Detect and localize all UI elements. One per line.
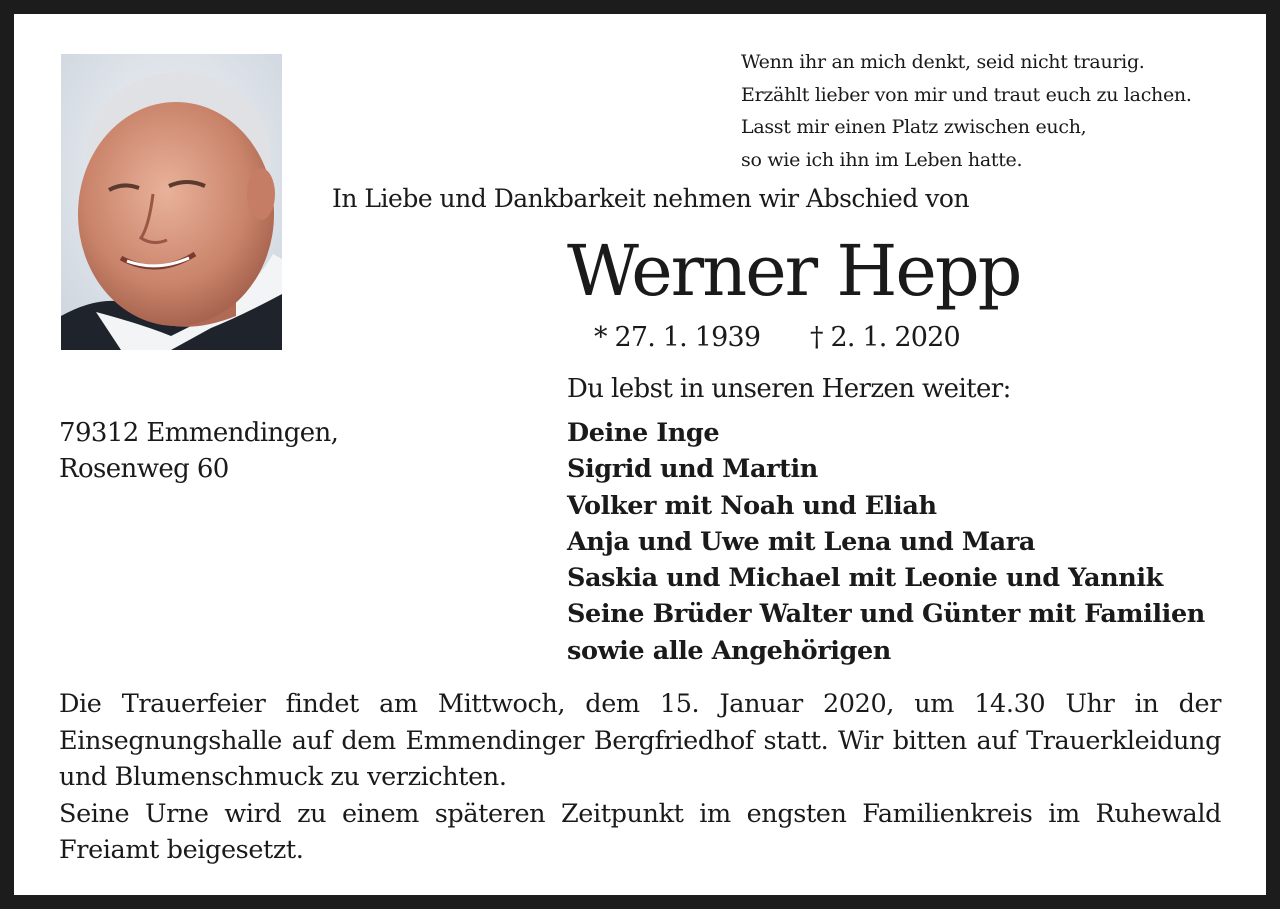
burial-paragraph: Seine Urne wird zu einem späteren Zeitpunkt im engsten Familienkreis im Ruhewald Freiamt beigesetzt. bbox=[59, 798, 1221, 865]
mourner-item: Deine Inge bbox=[567, 418, 720, 448]
poem bbox=[741, 46, 1241, 176]
service-paragraph: Die Trauerfeier findet am Mittwoch, dem 15. Januar 2020, um 14.30 Uhr in der Einsegnungshalle auf dem Emmendinger Bergfriedhof statt. Wir bitten auf Trauerkleidung und Blumenschmuck zu verzichten. bbox=[59, 689, 1221, 792]
intro-line: In Liebe und Dankbarkeit nehmen wir Abschied von bbox=[332, 184, 970, 213]
mourner-item: Sigrid und Martin bbox=[567, 454, 818, 485]
address-line: 79312 Emmendingen, bbox=[59, 418, 339, 448]
mourner-item: sowie alle Angehörigen bbox=[567, 635, 891, 666]
poem-line: so wie ich ihn im Leben hatte. bbox=[741, 148, 1023, 171]
poem-line: Lasst mir einen Platz zwischen euch, bbox=[741, 116, 1087, 138]
address bbox=[59, 415, 338, 487]
mourner-item: Volker mit Noah und Eliah bbox=[567, 490, 937, 521]
service-details bbox=[59, 686, 1221, 869]
mourner-item: Seine Brüder Walter und Günter mit Familien bbox=[567, 599, 1205, 630]
mourners-list bbox=[567, 415, 1247, 669]
poem-line: Erzählt lieber von mir und traut euch zu lachen. bbox=[741, 83, 1192, 106]
birth-date: * 27. 1. 1939 bbox=[594, 322, 761, 353]
deceased-name: Werner Hepp bbox=[567, 230, 1021, 312]
address-line: Rosenweg 60 bbox=[59, 454, 229, 484]
poem-line: Wenn ihr an mich denkt, seid nicht traurig. bbox=[741, 51, 1145, 73]
portrait-photo bbox=[61, 54, 282, 350]
mourner-item: Anja und Uwe mit Lena und Mara bbox=[567, 526, 1035, 557]
death-date: † 2. 1. 2020 bbox=[810, 322, 960, 353]
mourner-item: Saskia und Michael mit Leonie und Yannik bbox=[567, 563, 1163, 594]
obituary-card bbox=[14, 14, 1266, 895]
mourners-heading: Du lebst in unseren Herzen weiter: bbox=[567, 374, 1011, 404]
